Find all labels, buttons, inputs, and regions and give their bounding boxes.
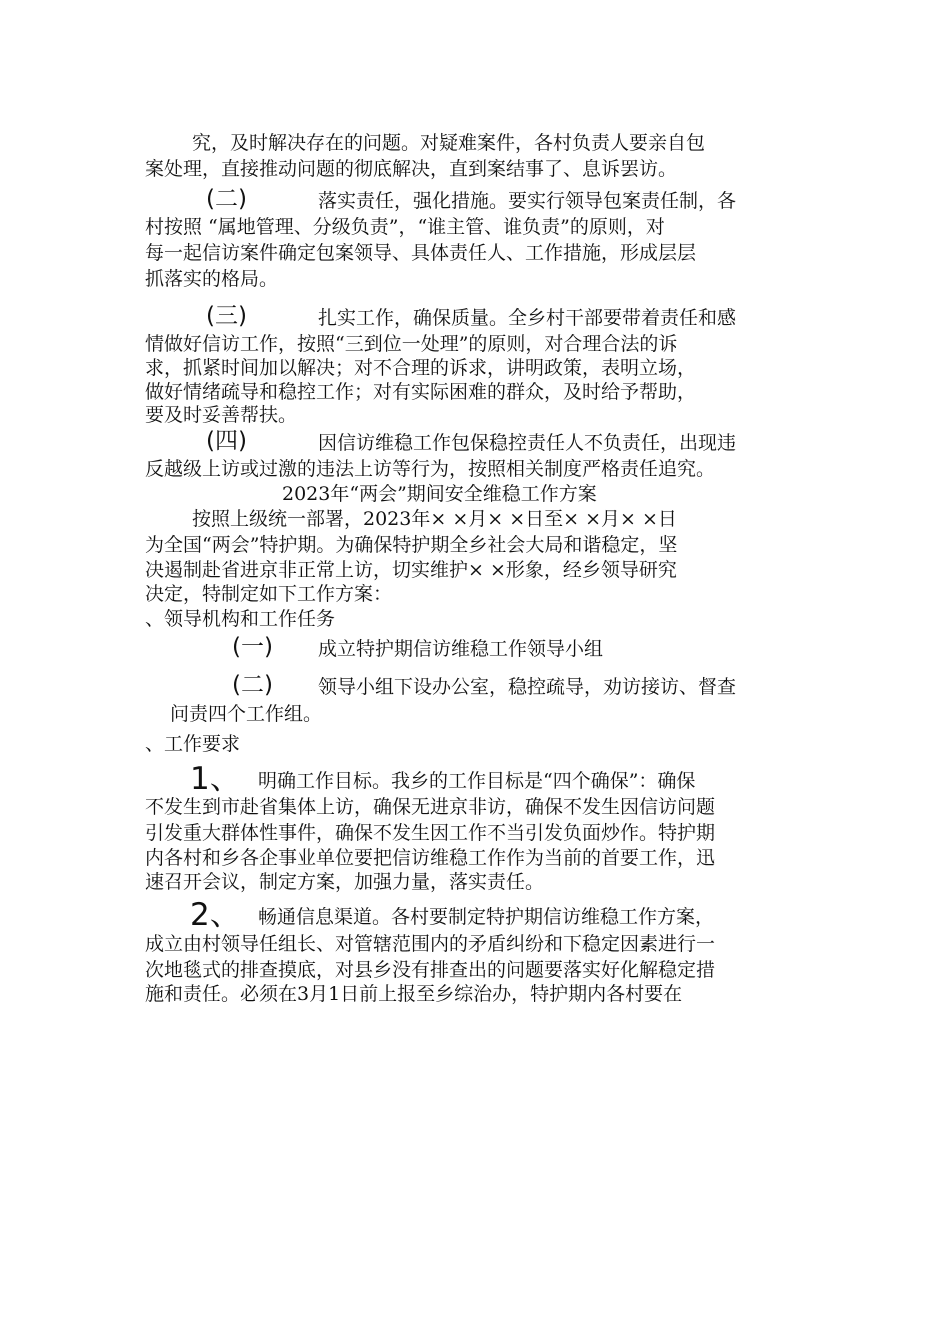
paragraph-line: 明确工作目标。我乡的工作目标是“四个确保”：确保 [258,770,696,792]
section-number: (二) [206,186,247,212]
section-number: (四) [206,428,247,454]
paragraph-line: 引发重大群体性事件，确保不发生因工作不当引发负面炒作。特护期 [145,822,716,844]
paragraph-line: 次地毯式的排查摸底，对县乡没有排查出的问题要落实好化解稳定措 [145,959,716,981]
paragraph-line: 畅通信息渠道。各村要制定特护期信访维稳工作方案， [258,906,715,928]
paragraph-line: 落实责任，强化措施。要实行领导包案责任制，各 [318,190,737,212]
paragraph-line: 决遏制赴省进京非正常上访，切实维护× ×形象，经乡领导研究 [145,559,677,581]
paragraph-line: 做好情绪疏导和稳控工作；对有实际困难的群众，及时给予帮助， [145,381,697,403]
paragraph-line: 因信访维稳工作包保稳控责任人不负责任，出现违 [318,432,737,454]
item-number: 2、 [190,897,241,933]
paragraph-line: 究，及时解决存在的问题。对疑难案件，各村负责人要亲自包 [192,132,706,154]
paragraph-line: 内各村和乡各企事业单位要把信访维稳工作作为当前的首要工作，迅 [145,847,716,869]
item-number: 1、 [190,761,241,797]
paragraph-line: 反越级上访或过激的违法上访等行为，按照相关制度严格责任追究。 [145,458,716,480]
paragraph-line: 问责四个工作组。 [170,703,323,725]
paragraph-line: 要及时妥善帮扶。 [145,404,298,426]
section-number: (一) [232,634,273,660]
section-heading: 、领导机构和工作任务 [145,608,336,630]
section-number: (三) [206,303,247,329]
paragraph-line: 按照上级统一部署，2023年× ×月× ×日至× ×月× ×日 [192,508,677,530]
paragraph-line: 成立由村领导任组长、对管辖范围内的矛盾纠纷和下稳定因素进行一 [145,933,716,955]
paragraph-line: 情做好信访工作，按照“三到位一处理”的原则，对合理合法的诉 [145,333,678,355]
paragraph-line: 案处理，直接推动问题的彻底解决，直到案结事了、息诉罢访。 [145,158,678,180]
paragraph-line: 扎实工作，确保质量。全乡村干部要带着责任和感 [318,307,737,329]
paragraph-line: 抓落实的格局。 [145,268,279,290]
paragraph-line: 领导小组下设办公室，稳控疏导，劝访接访、督查 [318,676,737,698]
document-title: 2023年“两会”期间安全维稳工作方案 [282,483,597,505]
paragraph-line: 不发生到市赴省集体上访，确保无进京非访，确保不发生因信访问题 [145,796,716,818]
paragraph-line: 每一起信访案件确定包案领导、具体责任人、工作措施，形成层层 [145,242,697,264]
section-heading: 、工作要求 [145,733,241,755]
section-number: (二) [232,672,273,698]
paragraph-line: 施和责任。必须在3月1日前上报至乡综治办，特护期内各村要在 [145,983,683,1005]
paragraph-line: 求，抓紧时间加以解决；对不合理的诉求，讲明政策，表明立场， [145,357,697,379]
paragraph-line: 速召开会议，制定方案，加强力量，落实责任。 [145,871,545,893]
paragraph-line: 成立特护期信访维稳工作领导小组 [318,638,604,660]
paragraph-line: 决定，特制定如下工作方案： [145,583,393,605]
paragraph-line: 村按照 “属地管理、分级负责”，“谁主管、谁负责”的原则，对 [145,216,665,238]
paragraph-line: 为全国“两会”特护期。为确保特护期全乡社会大局和谐稳定，坚 [145,534,678,556]
